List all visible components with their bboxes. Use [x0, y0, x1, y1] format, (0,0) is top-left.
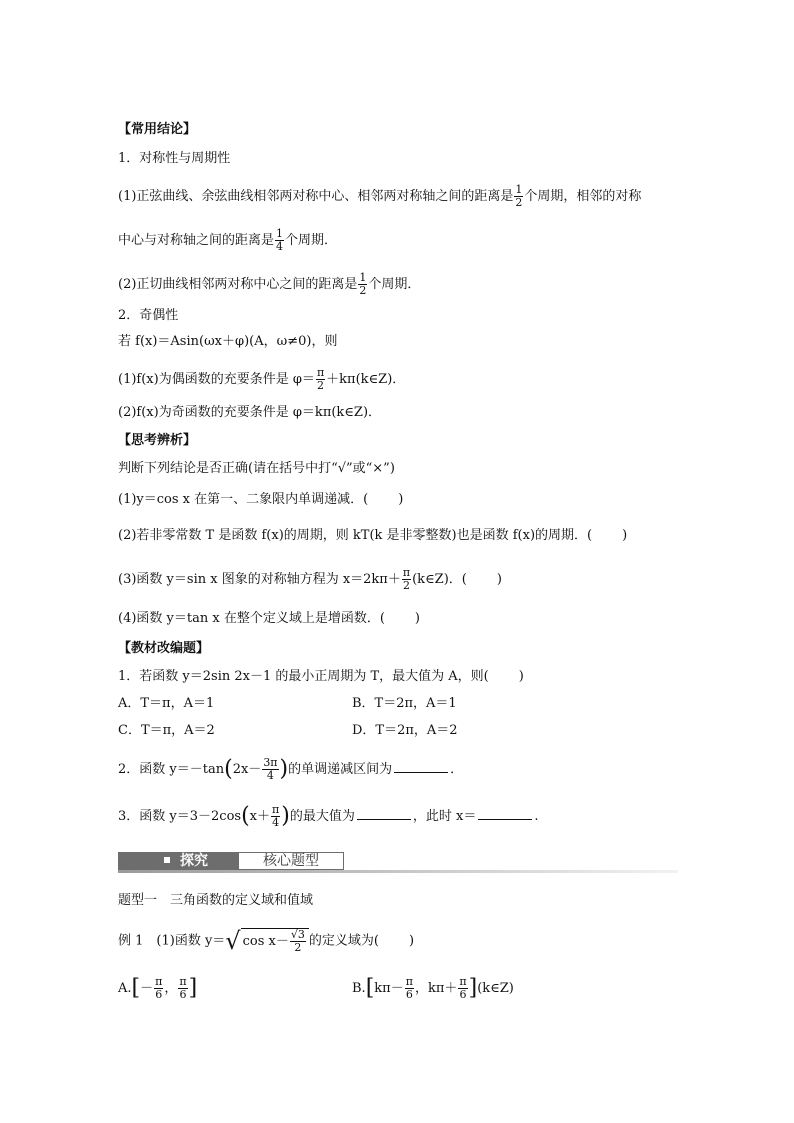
example-1-stem: 例 1 (1)函数 y＝√ cos x－ $\frac{√3}{2}$ 的定义域为( ) — [118, 927, 415, 955]
question-type-title: 题型一 三角函数的定义域和值域 — [118, 893, 314, 908]
banner-rule — [118, 870, 678, 873]
heading-thinking-analysis: 【思考辨析】 — [118, 433, 197, 448]
parity-even-condition: (1)f(x)为偶函数的充要条件是 φ＝ $\frac{\pi}{2}$ ＋kπ(k∈Z)． — [118, 366, 406, 392]
problem-2: 2．函数 y＝－tan(2x－ $\frac{3\pi}{4}$ )的单调递减区间为 ． — [118, 756, 464, 782]
judgement-item-4: (4)函数 y＝tan x 在整个定义域上是增函数．( ) — [118, 611, 420, 626]
paragraph-tan-distance: (2)正切曲线相邻两对称中心之间的距离是 $\frac{1}{2}$ 个周期． — [118, 271, 421, 297]
banner-explore: 探究 — [118, 852, 238, 870]
judgement-intro: 判断下列结论是否正确(请在括号中打“√”或“×”) — [118, 461, 395, 476]
paragraph-sin-cos-distance: (1)正弦曲线、余弦曲线相邻两对称中心、相邻两对称轴之间的距离是 $\frac{1}{2}$ 个周期，相邻的对称 — [118, 183, 642, 209]
answer-blank[interactable] — [394, 760, 448, 773]
parity-odd-condition: (2)f(x)为奇函数的充要条件是 φ＝kπ(k∈Z)． — [118, 405, 382, 420]
heading-textbook-problems: 【教材改编题】 — [118, 641, 210, 656]
problem-1-option-c: C．T＝π，A＝2 — [118, 723, 215, 738]
judgement-item-1: (1)y＝cos x 在第一、二象限内单调递减．( ) — [118, 492, 404, 507]
problem-1-option-d: D．T＝2π，A＝2 — [352, 723, 458, 738]
problem-3: 3．函数 y＝3－2cos(x＋ $\frac{\pi}{4}$ )的最大值为 ，此时 x＝ . — [118, 803, 539, 829]
section-banner — [118, 852, 678, 872]
banner-core-types: 核心题型 — [238, 852, 344, 870]
answer-blank[interactable] — [478, 807, 532, 820]
example-1-option-b: B.[kπ－ $\frac{\pi}{6}$ ，kπ＋ $\frac{\pi}{6}$ ](k∈Z) — [352, 975, 514, 1001]
judgement-item-2: (2)若非零常数 T 是函数 f(x)的周期，则 kT(k 是非零整数)也是函数 f(x)的周期．( ) — [118, 528, 628, 543]
subheading-parity: 2．奇偶性 — [118, 308, 179, 323]
parity-condition: 若 f(x)＝Asin(ωx＋φ)(A，ω≠0)，则 — [118, 334, 338, 349]
example-1-option-a: A.[－ $\frac{\pi}{6}$ ， $\frac{\pi}{6}$ ] — [118, 975, 198, 1001]
answer-blank[interactable] — [357, 807, 411, 820]
judgement-item-3: (3)函数 y＝sin x 图象的对称轴方程为 x＝2kπ＋ $\frac{\pi}{2}$ (k∈Z)．( ) — [118, 566, 502, 592]
problem-1-option-b: B．T＝2π，A＝1 — [352, 696, 457, 711]
problem-1-option-a: A．T＝π，A＝1 — [118, 696, 215, 711]
square-bullet-icon — [164, 857, 170, 863]
paragraph-center-axis-distance: 中心与对称轴之间的距离是 $\frac{1}{4}$ 个周期． — [118, 227, 338, 253]
heading-common-conclusions: 【常用结论】 — [118, 122, 197, 137]
problem-1-stem: 1．若函数 y＝2sin 2x－1 的最小正周期为 T，最大值为 A，则( ) — [118, 669, 524, 684]
subheading-symmetry-period: 1．对称性与周期性 — [118, 151, 231, 166]
